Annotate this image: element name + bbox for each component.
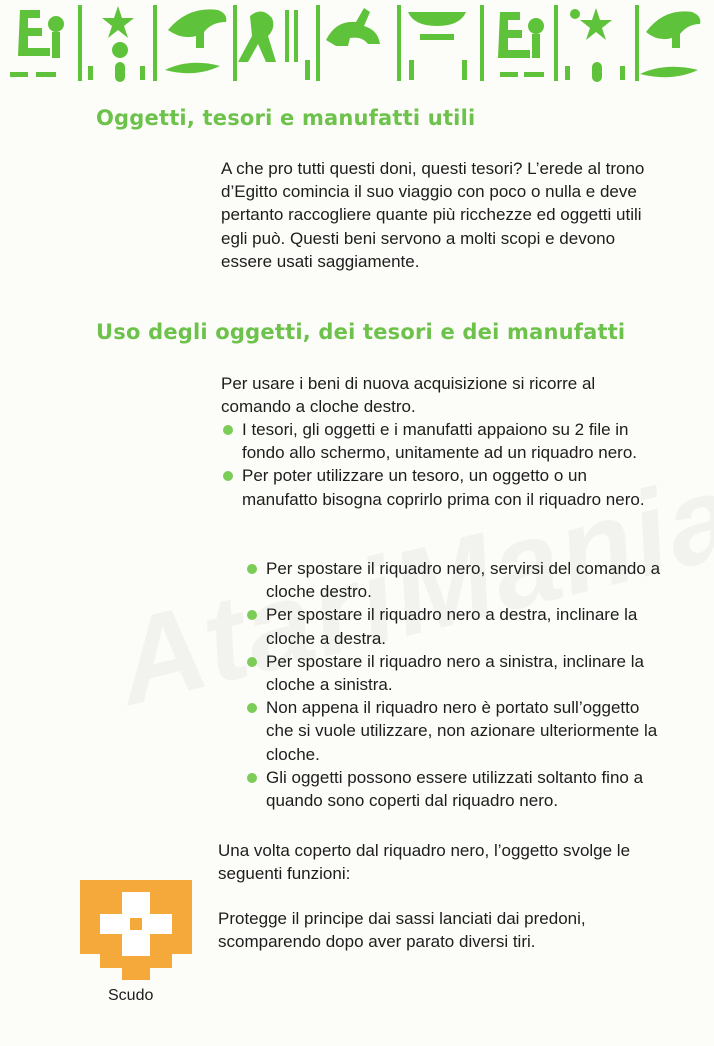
bullet-dot-icon	[223, 425, 233, 435]
list-item-text: Per spostare il riquadro nero a destra, inclinare la cloche a destra.	[266, 605, 638, 648]
list-item-text: Gli oggetti possono essere utilizzati soltanto fino a quando sono coperti dal riquadro nero.	[266, 767, 644, 811]
usage-lead-paragraph: Per usare i beni di nuova acquisizione si ricorre al comando a cloche destro.	[221, 374, 596, 417]
hieroglyph-banner-icon	[0, 0, 714, 90]
list-item	[245, 557, 665, 603]
bullet-dot-icon	[247, 657, 257, 667]
list-item	[245, 650, 665, 696]
list-item-text: Per poter utilizzare un tesoro, un oggetto o un manufatto bisogna coprirlo prima con il riquadro nero.	[242, 466, 645, 509]
bullet-dot-icon	[247, 610, 257, 620]
section-title-oggetti: Oggetti, tesori e manufatti utili	[96, 106, 476, 130]
list-item	[245, 603, 665, 649]
list-item	[221, 418, 661, 464]
usage-sub-bullet-list	[245, 557, 665, 812]
list-item	[221, 464, 661, 510]
functions-intro-paragraph: Una volta coperto dal riquadro nero, l’oggetto svolge le seguenti funzioni:	[218, 841, 631, 884]
shield-icon	[80, 880, 192, 980]
bullet-dot-icon	[223, 471, 233, 481]
shield-label: Scudo	[108, 987, 154, 1004]
list-item-text: I tesori, gli oggetti e i manufatti appaiono su 2 file in fondo allo schermo, unitamente ad un riquadro nero.	[242, 420, 638, 463]
list-item-text: Per spostare il riquadro nero, servirsi del comando a cloche destro.	[266, 559, 661, 602]
list-item	[245, 766, 665, 812]
section-intro-paragraph: A che pro tutti questi doni, questi tesori? L’erede al trono d’Egitto comincia il suo viaggio con poco o nulla e deve pertanto raccogliere quante più ricchezze ed oggetti utili egli può. Questi beni servono a molti scopi e devono essere usati saggiamente.	[221, 159, 645, 271]
bullet-dot-icon	[247, 773, 257, 783]
list-item-text: Non appena il riquadro nero è portato sull’oggetto che si vuole utilizzare, non azionare ulteriormente la cloche.	[266, 698, 658, 764]
hieroglyph-banner	[0, 0, 714, 90]
list-item	[245, 696, 665, 766]
section-title-uso: Uso degli oggetti, dei tesori e dei manufatti	[96, 320, 626, 344]
list-item-text: Per spostare il riquadro nero a sinistra, inclinare la cloche a sinistra.	[266, 651, 644, 695]
bullet-dot-icon	[247, 564, 257, 574]
usage-bullet-list	[221, 418, 661, 511]
bullet-dot-icon	[247, 703, 257, 713]
shield-description: Protegge il principe dai sassi lanciati dai predoni, scomparendo dopo aver parato diversi tiri.	[218, 909, 586, 952]
